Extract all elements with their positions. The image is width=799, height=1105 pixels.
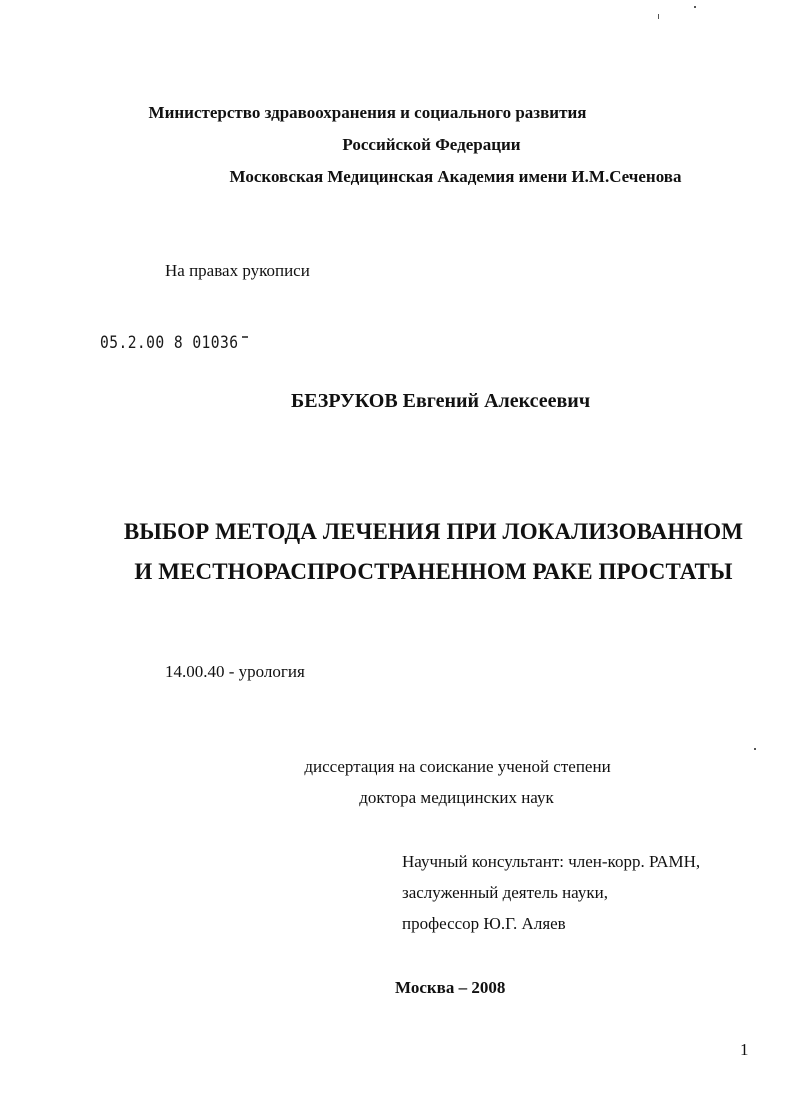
dissertation-title-line-1: ВЫБОР МЕТОДА ЛЕЧЕНИЯ ПРИ ЛОКАЛИЗОВАННОМ [123, 519, 744, 544]
degree-line-1: диссертация на соискание ученой степени [304, 757, 611, 776]
consultant-line-3: профессор Ю.Г. Аляев [402, 914, 566, 933]
dissertation-title-line-2: И МЕСТНОРАСПРОСТРАНЕННОМ РАКЕ ПРОСТАТЫ [134, 559, 733, 584]
consultant-line-2: заслуженный деятель науки, [402, 883, 608, 902]
code-tick-mark [242, 336, 248, 338]
registration-code: 05.2.00 8 01036 [100, 333, 239, 353]
author-name: БЕЗРУКОВ Евгений Алексеевич [291, 390, 591, 412]
scan-speck [658, 14, 659, 19]
scan-speck [754, 748, 756, 750]
academy-name: Московская Медицинская Академия имени И.М.Сеченова [229, 167, 682, 186]
degree-line-2: доктора медицинских наук [359, 788, 554, 807]
consultant-line-1: Научный консультант: член-корр. РАМН, [402, 852, 701, 871]
ministry-line-1: Министерство здравоохранения и социального развития [148, 103, 587, 122]
ministry-line-2: Российской Федерации [342, 135, 521, 154]
scan-speck [694, 6, 696, 8]
manuscript-note: На правах рукописи [165, 261, 310, 280]
city-year: Москва – 2008 [395, 978, 506, 997]
specialty-code: 14.00.40 - урология [165, 662, 305, 681]
page-number: 1 [740, 1040, 749, 1059]
